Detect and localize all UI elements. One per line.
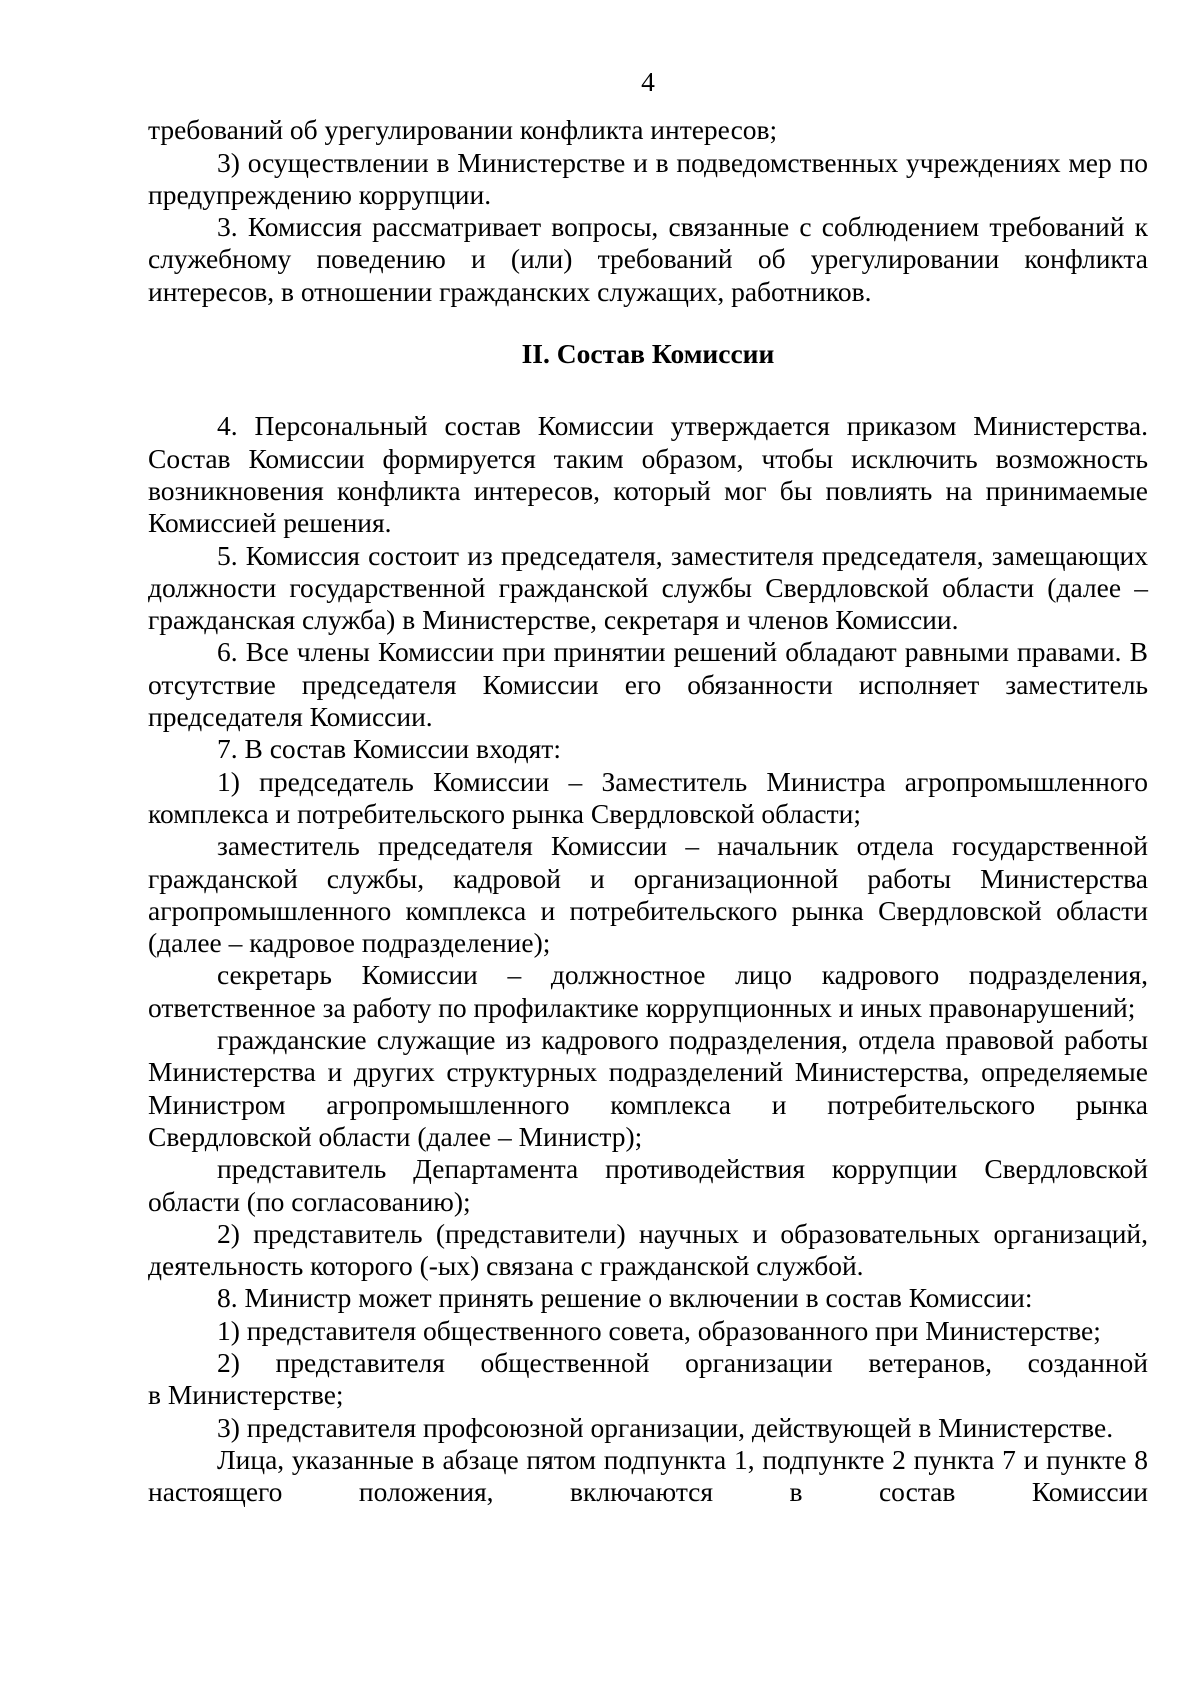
paragraph: 5. Комиссия состоит из председателя, заместителя председателя, замещающих должности государственной гражданской службы Свердловской области (далее – гражданская служба) в Министерстве, секретаря и членов Комиссии.: [148, 539, 1148, 636]
paragraph: гражданские служащие из кадрового подразделения, отдела правовой работы Министерства и других структурных подразделений Министерства, определяемые Министром агропромышленного комплекса и потребительского рынка Свердловской области (далее – Министр);: [148, 1024, 1148, 1152]
paragraph: 8. Министр может принять решение о включении в состав Комиссии:: [217, 1282, 1033, 1314]
paragraph: 3. Комиссия рассматривает вопросы, связанные с соблюдением требований к служебному поведению и (или) требований об урегулировании конфликта интересов, в отношении гражданских служащих, работников.: [148, 211, 1148, 307]
paragraph: 3) представителя профсоюзной организации, действующей в Министерстве.: [217, 1411, 1114, 1443]
paragraph: 4. Персональный состав Комиссии утверждается приказом Министерства. Состав Комиссии формируется таким образом, чтобы исключить возможность возникновения конфликта интересов, который мог бы повлиять на принимаемые Комиссией решения.: [148, 410, 1148, 539]
paragraph: представитель Департамента противодействия коррупции Свердловской области (по согласованию);: [148, 1153, 1148, 1217]
page-number: 4: [641, 66, 655, 97]
paragraph: 6. Все члены Комиссии при принятии решений обладают равными правами. В отсутствие председателя Комиссии его обязанности исполняет заместитель председателя Комиссии.: [148, 636, 1148, 733]
paragraph: требований об урегулировании конфликта интересов;: [148, 114, 778, 146]
paragraph: 7. В состав Комиссии входят:: [217, 733, 561, 765]
section-heading: II. Состав Комиссии: [521, 338, 775, 370]
paragraph: заместитель председателя Комиссии – начальник отдела государственной гражданской службы, кадровой и организационной работы Министерства агропромышленного комплекса и потребительского рынка Свердловской области (далее – кадровое подразделение);: [148, 830, 1148, 959]
paragraph: 1) председатель Комиссии – Заместитель Министра агропромышленного комплекса и потребительского рынка Свердловской области;: [148, 765, 1148, 829]
paragraph: 1) представителя общественного совета, образованного при Министерстве;: [217, 1314, 1101, 1346]
paragraph: 3) осуществлении в Министерстве и в подведомственных учреждениях мер по предупреждению коррупции.: [148, 146, 1148, 210]
paragraph: секретарь Комиссии – должностное лицо кадрового подразделения, ответственное за работу по профилактике коррупционных и иных правонарушений;: [148, 959, 1148, 1023]
document-body: [148, 114, 1148, 1508]
paragraph: 2) представитель (представители) научных и образовательных организаций, деятельность которого (-ых) связана с гражданской службой.: [148, 1217, 1148, 1282]
paragraph: Лица, указанные в абзаце пятом подпункта 1, подпункте 2 пункта 7 и пункте 8 настоящего положения, включаются в состав Комиссии: [148, 1443, 1148, 1508]
paragraph: 2) представителя общественной организации ветеранов, созданной в Министерстве;: [148, 1346, 1148, 1411]
